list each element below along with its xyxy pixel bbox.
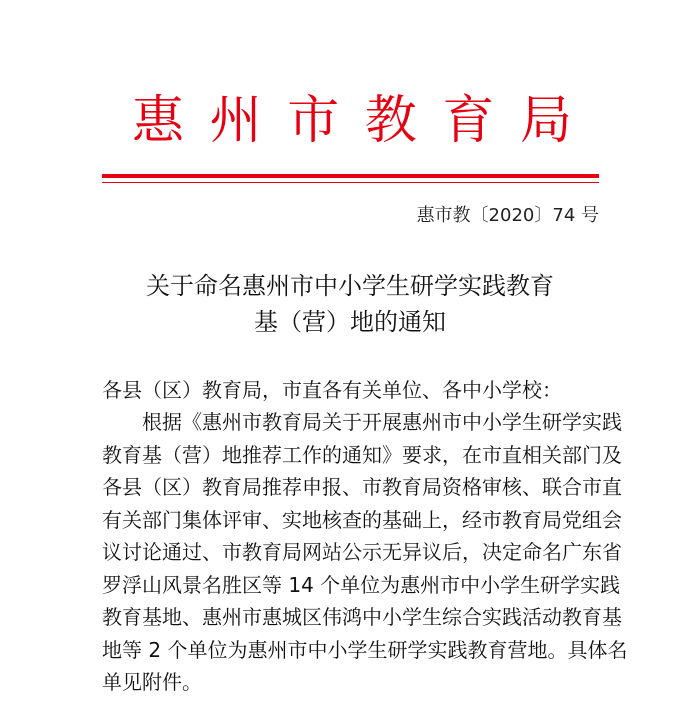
body-line: 根据《惠州市教育局关于开展惠州市中小学生研学实践 <box>142 410 622 434</box>
body-line: 教育基地、惠州市惠城区伟鸿中小学生综合实践活动教育基 <box>102 605 622 629</box>
agency-char: 州 <box>209 91 262 151</box>
agency-char: 教 <box>364 91 417 151</box>
salutation: 各县（区）教育局，市直各有关单位、各中小学校： <box>102 378 562 402</box>
body-paragraph <box>102 406 628 699</box>
body-line: 单见附件。 <box>102 670 202 694</box>
title-line: 基（营）地的通知 <box>254 308 446 336</box>
agency-char: 局 <box>519 91 572 151</box>
document-title <box>100 268 600 340</box>
body-line: 地等 2 个单位为惠州市中小学生研学实践教育营地。具体名 <box>102 637 628 662</box>
body-line: 议讨论通过、市教育局网站公示无异议后，决定命名广东省 <box>102 540 622 564</box>
body-line: 罗浮山风景名胜区等 14 个单位为惠州市中小学生研学实践 <box>102 572 621 597</box>
body-line: 各县（区）教育局推荐申报、市教育局资格审核、联合市直 <box>102 475 622 499</box>
agency-letterhead <box>132 86 572 156</box>
letterhead-rule-thin <box>102 182 599 183</box>
agency-char: 市 <box>287 91 340 151</box>
letterhead-rule-thick <box>102 174 599 178</box>
body-line: 教育基（营）地推荐工作的通知》要求，在市直相关部门及 <box>102 442 622 467</box>
agency-char: 惠 <box>132 91 185 151</box>
title-line: 关于命名惠州市中小学生研学实践教育 <box>146 272 554 300</box>
body-line: 有关部门集体评审、实地核查的基础上，经市教育局党组会 <box>102 507 622 532</box>
document-number: 惠市教〔2020〕74 号 <box>416 205 599 226</box>
agency-char: 育 <box>442 91 495 151</box>
